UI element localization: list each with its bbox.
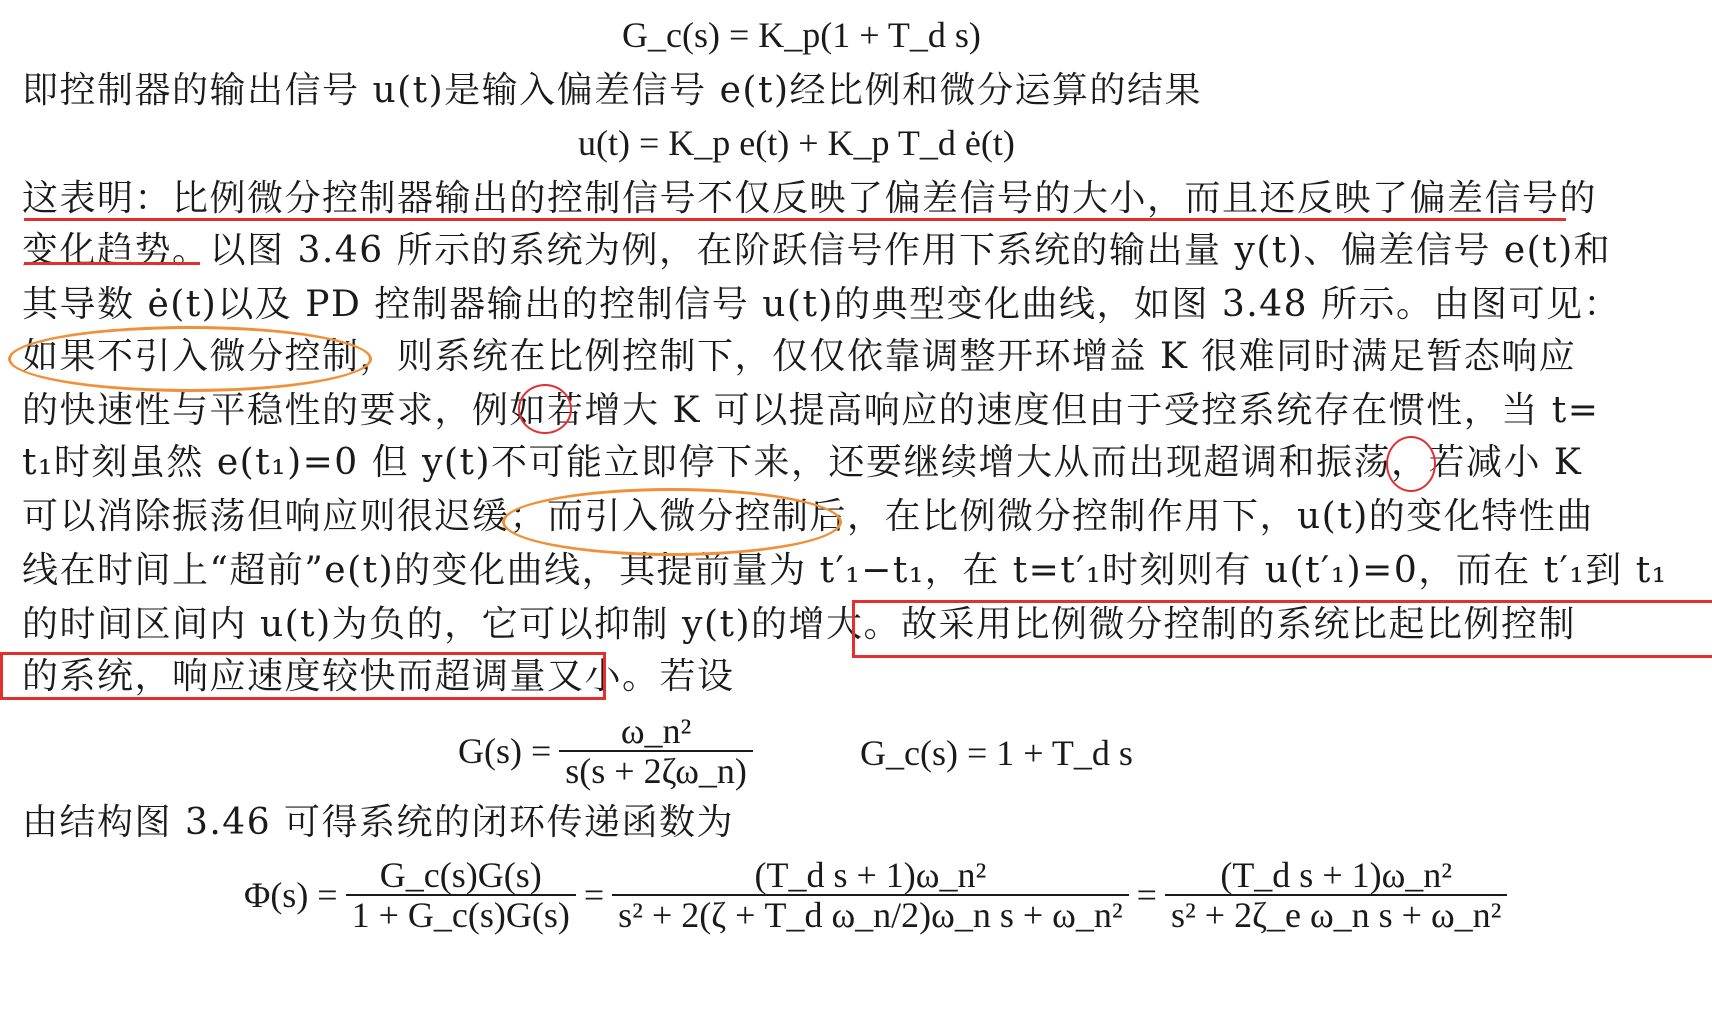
equals-sign: =	[1136, 875, 1157, 915]
phi-f3-denominator: s² + 2ζ_e ω_n s + ω_n²	[1170, 895, 1502, 935]
phi-f1-denominator: 1 + G_c(s)G(s)	[351, 895, 570, 935]
g-s-fraction	[559, 712, 753, 790]
phi-lhs: Φ(s) =	[244, 875, 338, 915]
g-s-denominator: s(s + 2ζω_n)	[565, 751, 747, 791]
g-s-lhs: G(s) =	[458, 731, 552, 771]
g-s-numerator: ω_n²	[559, 712, 753, 752]
equation-gc-s: G_c(s) = 1 + T_d s	[860, 733, 1133, 773]
text-line-7: t₁时刻虽然 e(t₁)=0 但 y(t)不可能立即停下来，还要继续增大从而出现超调和振荡，若减小 K	[22, 442, 1583, 483]
text-line-3: 变化趋势。以图 3.46 所示的系统为例，在阶跃信号作用下系统的输出量 y(t)、偏差信号 e(t)和	[22, 230, 1612, 271]
phi-f2-denominator: s² + 2(ζ + T_d ω_n/2)ω_n s + ω_n²	[618, 895, 1123, 935]
equation-g-s	[458, 712, 753, 790]
equals-sign: =	[583, 875, 605, 915]
equation-phi	[244, 856, 1507, 934]
text-line-2: 这表明：比例微分控制器输出的控制信号不仅反映了偏差信号的大小，而且还反映了偏差信号的	[22, 178, 1598, 219]
text-line-8: 可以消除振荡但响应则很迟缓；而引入微分控制后，在比例微分控制作用下，u(t)的变化特性曲	[22, 496, 1594, 537]
text-line-12: 由结构图 3.46 可得系统的闭环传递函数为	[22, 802, 735, 843]
equation-gc-pd: G_c(s) = K_p(1 + T_d s)	[622, 15, 981, 55]
phi-fraction-1	[346, 856, 576, 934]
phi-fraction-3	[1165, 856, 1508, 934]
phi-f3-numerator: (T_d s + 1)ω_n²	[1165, 856, 1508, 896]
text-line-10: 的时间区间内 u(t)为负的，它可以抑制 y(t)的增大。故采用比例微分控制的系统比起比例控制	[22, 604, 1577, 645]
equation-u-t: u(t) = K_p e(t) + K_p T_d ė(t)	[578, 123, 1015, 163]
text-line-5: 如果不引入微分控制，则系统在比例控制下，仅仅依靠调整开环增益 K 很难同时满足暂态响应	[22, 336, 1577, 377]
phi-f2-numerator: (T_d s + 1)ω_n²	[612, 856, 1128, 896]
phi-fraction-2	[612, 856, 1128, 934]
text-line-9: 线在时间上“超前”e(t)的变化曲线，其提前量为 t′₁−t₁，在 t=t′₁时刻则有 u(t′₁)=0，而在 t′₁到 t₁	[22, 550, 1668, 591]
text-line-11: 的系统，响应速度较快而超调量又小。若设	[22, 656, 735, 697]
phi-f1-numerator: G_c(s)G(s)	[346, 856, 576, 896]
text-line-1: 即控制器的输出信号 u(t)是输入偏差信号 e(t)经比例和微分运算的结果	[22, 70, 1202, 111]
text-line-6: 的快速性与平稳性的要求，例如若增大 K 可以提高响应的速度但由于受控系统存在惯性，当 t=	[22, 390, 1600, 431]
text-line-4: 其导数 ė(t)以及 PD 控制器输出的控制信号 u(t)的典型变化曲线，如图 3.48 所示。由图可见：	[22, 284, 1622, 325]
